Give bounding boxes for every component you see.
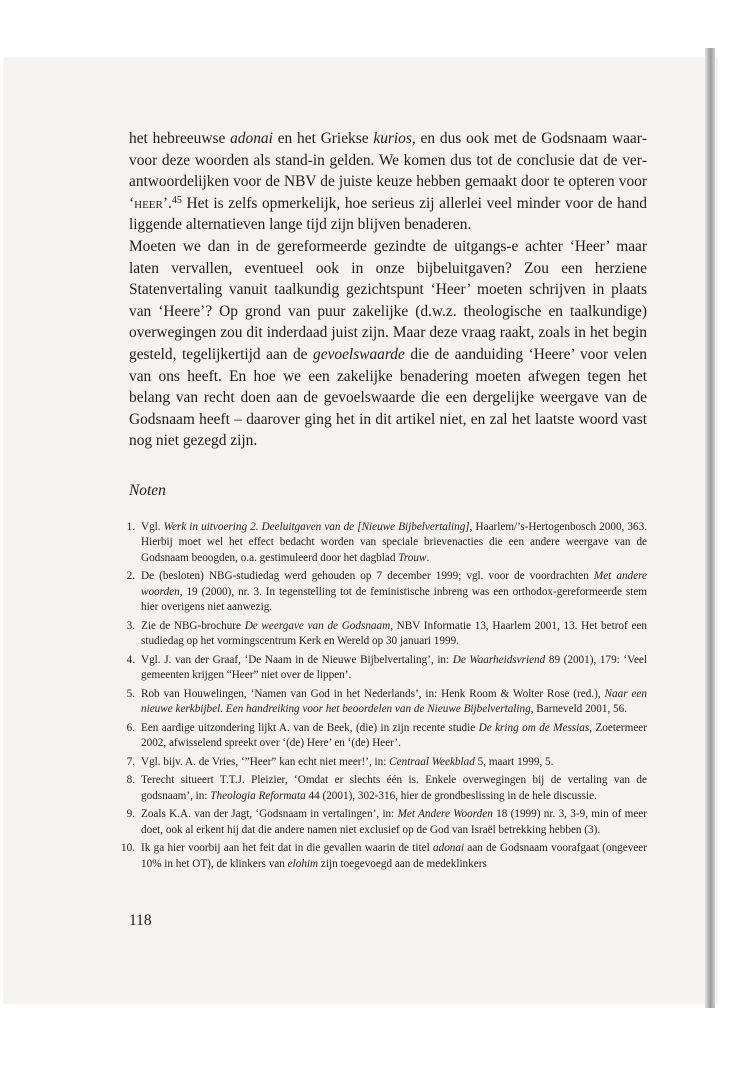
- italic-term: gevoelswaarde: [313, 345, 405, 363]
- note-text: Ik ga hier voorbij aan het feit dat in die gevallen waarin de titel adonai aan de Godsnaam voorafgaat (ongeveer 10% in het OT), de klinkers van elohim zijn toegevoegd aan de medeklinkers: [141, 842, 647, 870]
- note-number: 3.: [126, 619, 135, 632]
- italic-term: kurios: [373, 130, 412, 147]
- note-text: Vgl. J. van der Graaf, ‘De Naam in de Nieuwe Bijbelvertaling’, in: De Waarheidsvriend 89 (2001), 179: ‘Veel gemeenten krijgen “Heer” niet over de lippen’.: [141, 653, 647, 682]
- smallcaps-term: heer: [134, 194, 163, 212]
- text-run: ’.: [162, 194, 172, 212]
- note-item: [126, 687, 647, 718]
- paragraph-2: [129, 236, 647, 452]
- note-number: 9.: [126, 808, 135, 821]
- paragraph-1: [129, 128, 647, 236]
- note-item: [126, 569, 648, 615]
- note-item: [121, 841, 647, 872]
- note-text: Een aardige uitzondering lijkt A. van de Beek, (die) in zijn recente studie De kring om de Messias, Zoetermeer 2002, afwisselend spreekt over ‘(de) Here’ en ‘(de) Heer’.: [141, 721, 647, 750]
- note-item: [126, 755, 647, 770]
- note-item: [126, 807, 647, 838]
- text-run: die de aanduiding ‘Heere’ voor velen van ons heeft. En hoe we een zakelijke benadering moeten afwegen tegen het belang van recht doen aan de gevoelswaarde die een dergelijke weergave van de Godsnaam heeft – daarover ging het in dit artikel niet, en zal het laatste woord vast nog niet gezegd zijn.: [129, 345, 648, 450]
- footnote-reference: 45: [171, 194, 182, 206]
- note-text: De (besloten) NBG-studiedag werd gehouden op 7 december 1999; vgl. voor de voordrachten Met andere woorden, 19 (2000), nr. 3. In tegenstelling tot de feministische inbreng was een orthodox-gereformeerde stem hier overigens niet aanwezig.: [141, 570, 648, 614]
- note-number: 4.: [126, 653, 135, 666]
- note-number: 2.: [126, 570, 135, 583]
- text-run: Moeten we dan in de gereformeerde gezindte de uitgangs-e achter ‘Heer’ maar laten vervallen, eventueel ook in onze bijbeluitgaven? Zou een herziene Statenvertaling vanuit taalkundig gezichtspunt ‘Heer’ moeten schrijven in plaats van ‘Heere’? Op grond van puur zakelijke (d.w.z. theologische en taalkundige) overwegingen zou dit inderdaad juist zijn. Maar deze vraag raakt, zoals in het begin gesteld, tegelijkertijd aan de: [129, 237, 647, 363]
- page-edge-shadow: [705, 48, 715, 1008]
- notes-heading: Noten: [129, 481, 166, 499]
- note-number: 8.: [126, 774, 135, 787]
- notes-list: [121, 520, 648, 872]
- text-run: Het is zelfs opmerkelijk, hoe serieus zij allerlei veel minder voor de hand liggende alternatieven lange tijd zijn blijven benaderen.: [129, 194, 647, 234]
- note-number: 6.: [126, 721, 135, 734]
- note-item: [126, 653, 647, 684]
- body-text: [129, 128, 647, 452]
- note-number: 10.: [121, 842, 135, 855]
- page-number: 118: [129, 912, 152, 929]
- note-number: 7.: [126, 755, 135, 768]
- note-text: Zie de NBG-brochure De weergave van de Godsnaam, NBV Informatie 13, Haarlem 2001, 13. Het betrof een studiedag op het vormingscentrum Kerk en Wereld op 30 januari 1999.: [141, 619, 647, 648]
- note-text: Terecht situeert T.T.J. Pleizier, ‘Omdat er slechts één is. Enkele overwegingen bij de vertaling van de godsnaam’, in: Theologia Reformata 44 (2001), 302-316, hier de grondbeslissing in de hele discussie.: [141, 774, 647, 802]
- note-item: [126, 773, 647, 804]
- text-run: en het Griekse: [272, 130, 374, 147]
- note-item: [126, 520, 647, 566]
- note-text: Vgl. bijv. A. de Vries, ‘”Heer” kan echt niet meer!’, in: Centraal Weekblad 5, maart 1999, 5.: [141, 755, 554, 768]
- note-text: Vgl. Werk in uitvoering 2. Deeluitgaven van de [Nieuwe Bijbelvertaling], Haarlem/’s-Hertogenbosch 2000, 363. Hierbij moet wel het effect bedacht worden van speciale brievenacties die een andere weergave van de Godsnaam beoogden, o.a. gestimuleerd door het dagblad Trouw.: [141, 520, 647, 564]
- note-text: Zoals K.A. van der Jagt, ‘Godsnaam in vertalingen’, in: Met Andere Woorden 18 (1999) nr. 3, 3-9, min of meer doet, ook al erkent hij dat die andere namen niet exclusief op de God van Israël betrekking hebben (3).: [141, 808, 647, 836]
- note-text: Rob van Houwelingen, ‘Namen van God in het Nederlands’, in: Henk Room & Wolter Rose (red.), Naar een nieuwe kerkbijbel. Een handreiking voor het beoordelen van de Nieuwe Bijbelvertaling, Barneveld 2001, 56.: [141, 687, 647, 716]
- page-content: [121, 128, 648, 875]
- text-run: het hebreeuwse: [129, 130, 231, 147]
- note-item: [126, 721, 647, 752]
- note-item: [126, 619, 647, 650]
- italic-term: adonai: [230, 130, 273, 147]
- text-run: , en dus ook met de Godsnaam waarvoor deze woorden als stand-in gelden. We komen dus tot de conclusie dat de verantwoordelijken voor de NBV de juiste keuze hebben gemaakt door te opteren voor ‘: [129, 130, 647, 212]
- note-number: 5.: [126, 687, 135, 700]
- note-number: 1.: [126, 520, 135, 533]
